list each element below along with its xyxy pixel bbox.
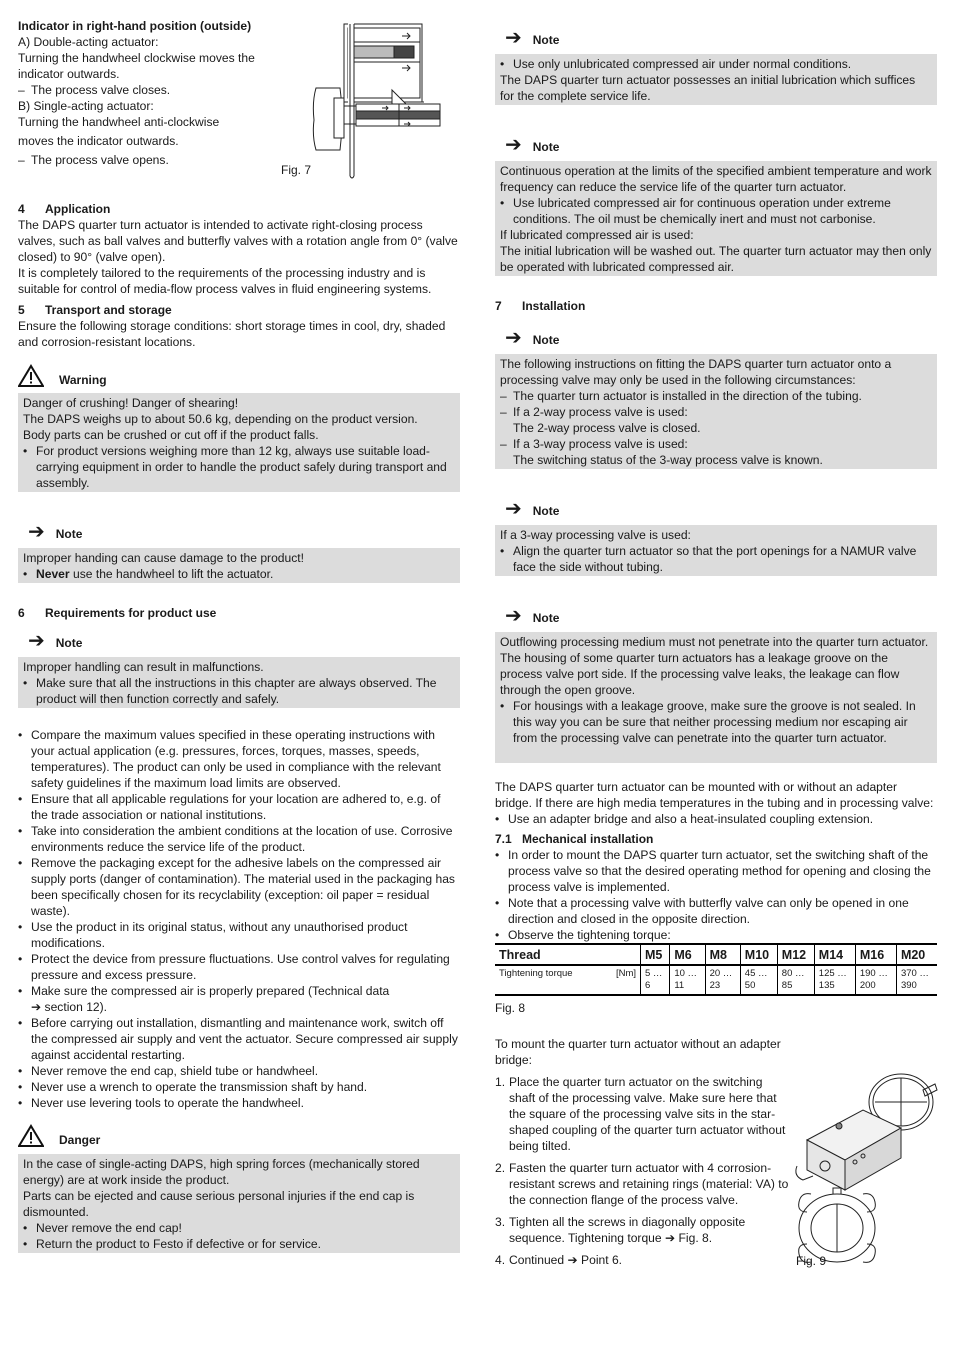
paragraph: To mount the quarter turn actuator without an adapter bridge: (495, 1037, 781, 1067)
note-fitting-circumstances (495, 318, 937, 469)
arrow-right-icon: ➔ (665, 1231, 676, 1245)
fig7-indicator-diagram (294, 20, 454, 180)
danger-line: Parts can be ejected and cause serious personal injuries if the end cap is dismounted. (23, 1189, 415, 1219)
section-number: 7.1 (495, 832, 512, 846)
section-title: Transport and storage (45, 303, 172, 317)
note-label: Note (55, 636, 83, 650)
indicator-dash: – The process valve closes. (18, 82, 268, 98)
warning-content (18, 393, 460, 492)
note-line: Improper handing can cause damage to the product! (23, 551, 305, 565)
section-number: 7 (495, 299, 502, 313)
arrow-right-icon: ➔ (28, 521, 45, 543)
note-bullet (23, 566, 455, 582)
list-item: • Use the product in its original status, without any unauthorised product modifications. (18, 919, 460, 951)
warning-bullet: • For product versions weighing more than 12 kg, always use suitable load-carrying equipment in order to handle the product safely during transport and assembly. (23, 443, 455, 491)
section-heading (18, 302, 460, 318)
table-cell: 10 … 11 (670, 965, 705, 995)
list-item: • Use an adapter bridge and also a heat-insulated coupling extension. (495, 811, 937, 827)
note-dash-item: – If a 3-way process valve is used: (500, 436, 932, 452)
indicator-title: Indicator in right-hand position (outside) (18, 19, 252, 33)
table-header-cell: M6 (670, 944, 705, 965)
note-3way (495, 489, 937, 576)
table-cell: 5 … 6 (641, 965, 670, 995)
list-item: • Ensure that all applicable regulations for your location are adhered to, e.g. of the trade association or national institutions. (18, 791, 460, 823)
step-text: Tighten all the screws in diagonally opposite sequence. Tightening torque (509, 1215, 746, 1245)
note-line: Outflowing processing medium must not penetrate into the quarter turn actuator. (500, 635, 929, 649)
list-item: • In order to mount the DAPS quarter turn actuator, set the switching shaft of the process valve so that the desired operating method for opening and closing the process valve is implemented. (495, 847, 937, 895)
fig7-label: Fig. 7 (281, 163, 312, 177)
note-bullet: • Use only unlubricated compressed air under normal conditions. (500, 56, 932, 72)
list-item: • Observe the tightening torque: (495, 927, 937, 943)
indicator-text (18, 18, 268, 168)
table-row-label (495, 965, 641, 995)
note-malfunction (18, 625, 460, 708)
row-unit: [Nm] (615, 968, 636, 979)
arrow-right-icon: ➔ (28, 630, 45, 652)
table-cell: 80 … 85 (777, 965, 814, 995)
note-label: Note (55, 527, 83, 541)
section-number: 4 (18, 202, 25, 216)
indicator-line: Turning the handwheel anti-clockwise (18, 115, 220, 129)
note-line: Improper handling can result in malfunctions. (23, 660, 264, 674)
list-item (18, 983, 460, 1015)
table-header-cell: M5 (641, 944, 670, 965)
note-leakage (495, 596, 937, 763)
section-title: Installation (522, 299, 586, 313)
warning-label: Warning (59, 373, 107, 387)
cross-reference-link[interactable]: section 12). (44, 1000, 108, 1014)
table-header-cell: M16 (855, 944, 896, 965)
danger-block (18, 1114, 460, 1253)
indicator-line: indicator outwards. (18, 67, 120, 81)
note-line: If a 3-way processing valve is used: (500, 528, 691, 542)
section-heading (18, 201, 460, 217)
step-text: Place the quarter turn actuator on the switching shaft of the processing valve. Make sure here that the square of the processing valve sits in the star-shaped coupling of the quarter turn actuator without being tilted. (509, 1075, 786, 1153)
torque-table-wrap (495, 943, 937, 1016)
table-header-cell: M8 (705, 944, 740, 965)
danger-label: Danger (59, 1133, 101, 1147)
section-heading (495, 831, 937, 847)
section-number: 6 (18, 606, 25, 620)
list-item: • Never use a wrench to operate the transmission shaft by hand. (18, 1079, 460, 1095)
section-mechanical-installation (495, 831, 937, 943)
note-line: If lubricated compressed air is used: (500, 228, 694, 242)
cross-reference-link[interactable]: Fig. 8. (678, 1231, 713, 1245)
note-unlubricated (495, 18, 937, 105)
note-line: The DAPS quarter turn actuator possesses an initial lubrication which suffices for the complete service life. (500, 73, 916, 103)
indicator-line: Turning the handwheel clockwise moves the (18, 51, 255, 65)
arrow-right-icon: ➔ (505, 605, 522, 627)
list-item: • Never use levering tools to operate the handwheel. (18, 1095, 460, 1111)
danger-bullet: • Never remove the end cap! (23, 1220, 455, 1236)
section-heading (495, 298, 937, 314)
note-lubrication (495, 125, 937, 276)
section-requirements (18, 605, 460, 621)
section-application (18, 201, 460, 297)
table-cell: 190 … 200 (855, 965, 896, 995)
step-text: Fasten the quarter turn actuator with 4 corrosion-resistant screws and retaining rings (material: VA) to the connection flange of the process valve. (509, 1161, 789, 1207)
danger-bullet: • Return the product to Festo if defective or for service. (23, 1236, 455, 1252)
warning-block (18, 352, 460, 492)
paragraph: The DAPS quarter turn actuator is intended to activate right-closing process valves, such as ball valves and butterfly valves with a rotation angle from 0° (valve closed) to 90° (valve open). (18, 218, 458, 264)
list-item: • Remove the packaging except for the adhesive labels on the compressed air supply ports (danger of contamination). The material used in the packaging has been specifically chosen for its recyclability (exception: oil paper = residual waste). (18, 855, 460, 919)
danger-triangle-icon (18, 1124, 44, 1148)
note-content (18, 657, 460, 708)
note-content (18, 548, 460, 583)
list-item: • Before carrying out installation, dismantling and maintenance work, switch off the compressed air supply and vent the actuator. Secure compressed air supply against accidental restarting. (18, 1015, 460, 1063)
requirements-list (18, 727, 460, 1111)
list-item: • Take into consideration the ambient conditions at the location of use. Corrosive environments reduce the service life of the product. (18, 823, 460, 855)
note-dash-item: – The quarter turn actuator is installed in the direction of the tubing. (500, 388, 932, 404)
note-line: The 2-way process valve is closed. (513, 421, 701, 435)
note-bullet: • For housings with a leakage groove, make sure the groove is not sealed. In this way you can be sure that neither processing medium nor escaping air from the processing valve can penetrate into the quarter turn actuator. (500, 698, 932, 746)
step-item: 4. Continued ➔ Point 6. (495, 1253, 623, 1267)
list-item: • Never remove the end cap, shield tube or handwheel. (18, 1063, 460, 1079)
danger-line: In the case of single-acting DAPS, high spring forces (mechanically stored energy) are at work inside the product. (23, 1157, 420, 1187)
step-item: 3. Tighten all the screws in diagonally opposite sequence. Tightening torque ➔ Fig. 8. (495, 1215, 746, 1245)
note-label: Note (532, 333, 560, 347)
warning-line: The DAPS weighs up to about 50.6 kg, depending on the product version. (23, 412, 418, 426)
arrow-right-icon: ➔ (567, 1253, 578, 1267)
note-label: Note (532, 611, 560, 625)
note-bullet: • Use lubricated compressed air for continuous operation under extreme conditions. The oil must be chemically inert and must not carbonise. (500, 195, 932, 227)
note-content (495, 54, 937, 105)
list-item: • Protect the device from pressure fluctuations. Use control valves for regulating pressure and excess pressure. (18, 951, 460, 983)
arrow-right-icon: ➔ (505, 327, 522, 349)
fig8-label: Fig. 8 (495, 1001, 526, 1015)
table-header-cell: M20 (896, 944, 937, 965)
note-bullet: • Align the quarter turn actuator so that the port openings for a NAMUR valve face the side without tubing. (500, 543, 932, 575)
note-line: The following instructions on fitting the DAPS quarter turn actuator onto a processing valve may only be used in the following circumstances: (500, 357, 892, 387)
warning-triangle-icon (18, 364, 44, 388)
note-line: The switching status of the 3-way process valve is known. (513, 453, 823, 467)
note-bullet-strong: Never (36, 567, 70, 581)
table-cell: 125 … 135 (814, 965, 855, 995)
section-title: Application (45, 202, 111, 216)
indicator-line: moves the indicator outwards. (18, 134, 179, 148)
warning-line: Body parts can be crushed or cut off if the product falls. (23, 428, 319, 442)
fig9-label: Fig. 9 (796, 1254, 827, 1268)
mounting-intro (495, 779, 937, 827)
step-item: 2. Fasten the quarter turn actuator with 4 corrosion-resistant screws and retaining rings (material: VA) to the connection flange of the process valve. (495, 1161, 789, 1207)
note-bullet: • Make sure that all the instructions in this chapter are always observed. The product will then function correctly and safely. (23, 675, 455, 707)
note-bullet-rest: use the handwheel to lift the actuator. (69, 567, 274, 581)
step-item: 1. Place the quarter turn actuator on the switching shaft of the processing valve. Make sure here that the square of the processing valve sits in the star-shaped coupling of the quarter turn actuator without being tilted. (495, 1075, 786, 1153)
note-line: Continuous operation at the limits of the specified ambient temperature and work frequency can reduce the service life of the quarter turn actuator. (500, 164, 932, 194)
note-handwheel (18, 512, 460, 583)
note-content (495, 354, 937, 469)
indicator-dash: – The process valve opens. (18, 152, 268, 168)
section-transport (18, 302, 460, 350)
note-content (495, 632, 937, 763)
step-text: Continued (509, 1253, 565, 1267)
fig9-actuator-on-valve-diagram (793, 1070, 941, 1266)
warning-line: Danger of crushing! Danger of shearing! (23, 396, 239, 410)
arrow-right-icon: ➔ (31, 1000, 42, 1014)
table-cell: 20 … 23 (705, 965, 740, 995)
row-label-text: Tightening torque (499, 968, 573, 979)
list-item-text: Make sure the compressed air is properly prepared (Technical data (31, 984, 390, 998)
section-heading (18, 605, 460, 621)
note-label: Note (532, 504, 560, 518)
section-title: Requirements for product use (45, 606, 217, 620)
list-item: • Note that a processing valve with butterfly valve can only be opened in one direction and closed in the opposite direction. (495, 895, 937, 927)
note-line: The housing of some quarter turn actuators has a leakage groove on the process valve port side. If the processing valve leaks, the leakage can flow through the open groove. (500, 651, 900, 697)
section-title: Mechanical installation (522, 832, 654, 846)
list-item: • Compare the maximum values specified in these operating instructions with your actual application (e.g. pressures, forces, torques, masses, speeds, temperatures). The product can only be used in compliance with the relevant safety guidelines if the maximum load limits are observed. (18, 727, 460, 791)
paragraph: Ensure the following storage conditions: short storage times in cool, dry, shaded and corrosion-resistant locations. (18, 319, 446, 349)
note-content (495, 525, 937, 576)
torque-table (495, 943, 937, 996)
note-line: The initial lubrication will be washed out. The quarter turn actuator may then only be operated with lubricated compressed air. (500, 244, 932, 274)
note-label: Note (532, 33, 560, 47)
table-header-cell: M10 (740, 944, 777, 965)
table-cell: 370 … 390 (896, 965, 937, 995)
table-header-cell: M12 (777, 944, 814, 965)
table-header-row (495, 944, 937, 965)
section-number: 5 (18, 303, 25, 317)
paragraph: The DAPS quarter turn actuator can be mounted with or without an adapter bridge. If there are high media temperatures in the tubing and in processing valve: (495, 780, 934, 810)
arrow-right-icon: ➔ (505, 27, 522, 49)
paragraph: It is completely tailored to the requirements of the processing industry and is suitable for control of media-flow process valves in fluid engineering systems. (18, 266, 432, 296)
mounting-steps (495, 1036, 790, 1274)
table-header-cell: Thread (495, 944, 641, 965)
danger-content (18, 1154, 460, 1253)
cross-reference-link[interactable]: Point 6. (581, 1253, 623, 1267)
arrow-right-icon: ➔ (505, 498, 522, 520)
note-dash-item: – If a 2-way process valve is used: (500, 404, 932, 420)
arrow-right-icon: ➔ (505, 134, 522, 156)
table-header-cell: M14 (814, 944, 855, 965)
indicator-line: B) Single-acting actuator: (18, 99, 154, 113)
section-installation (495, 298, 937, 314)
table-row (495, 965, 937, 995)
note-label: Note (532, 140, 560, 154)
table-cell: 45 … 50 (740, 965, 777, 995)
indicator-line: A) Double-acting actuator: (18, 35, 159, 49)
note-content (495, 161, 937, 276)
